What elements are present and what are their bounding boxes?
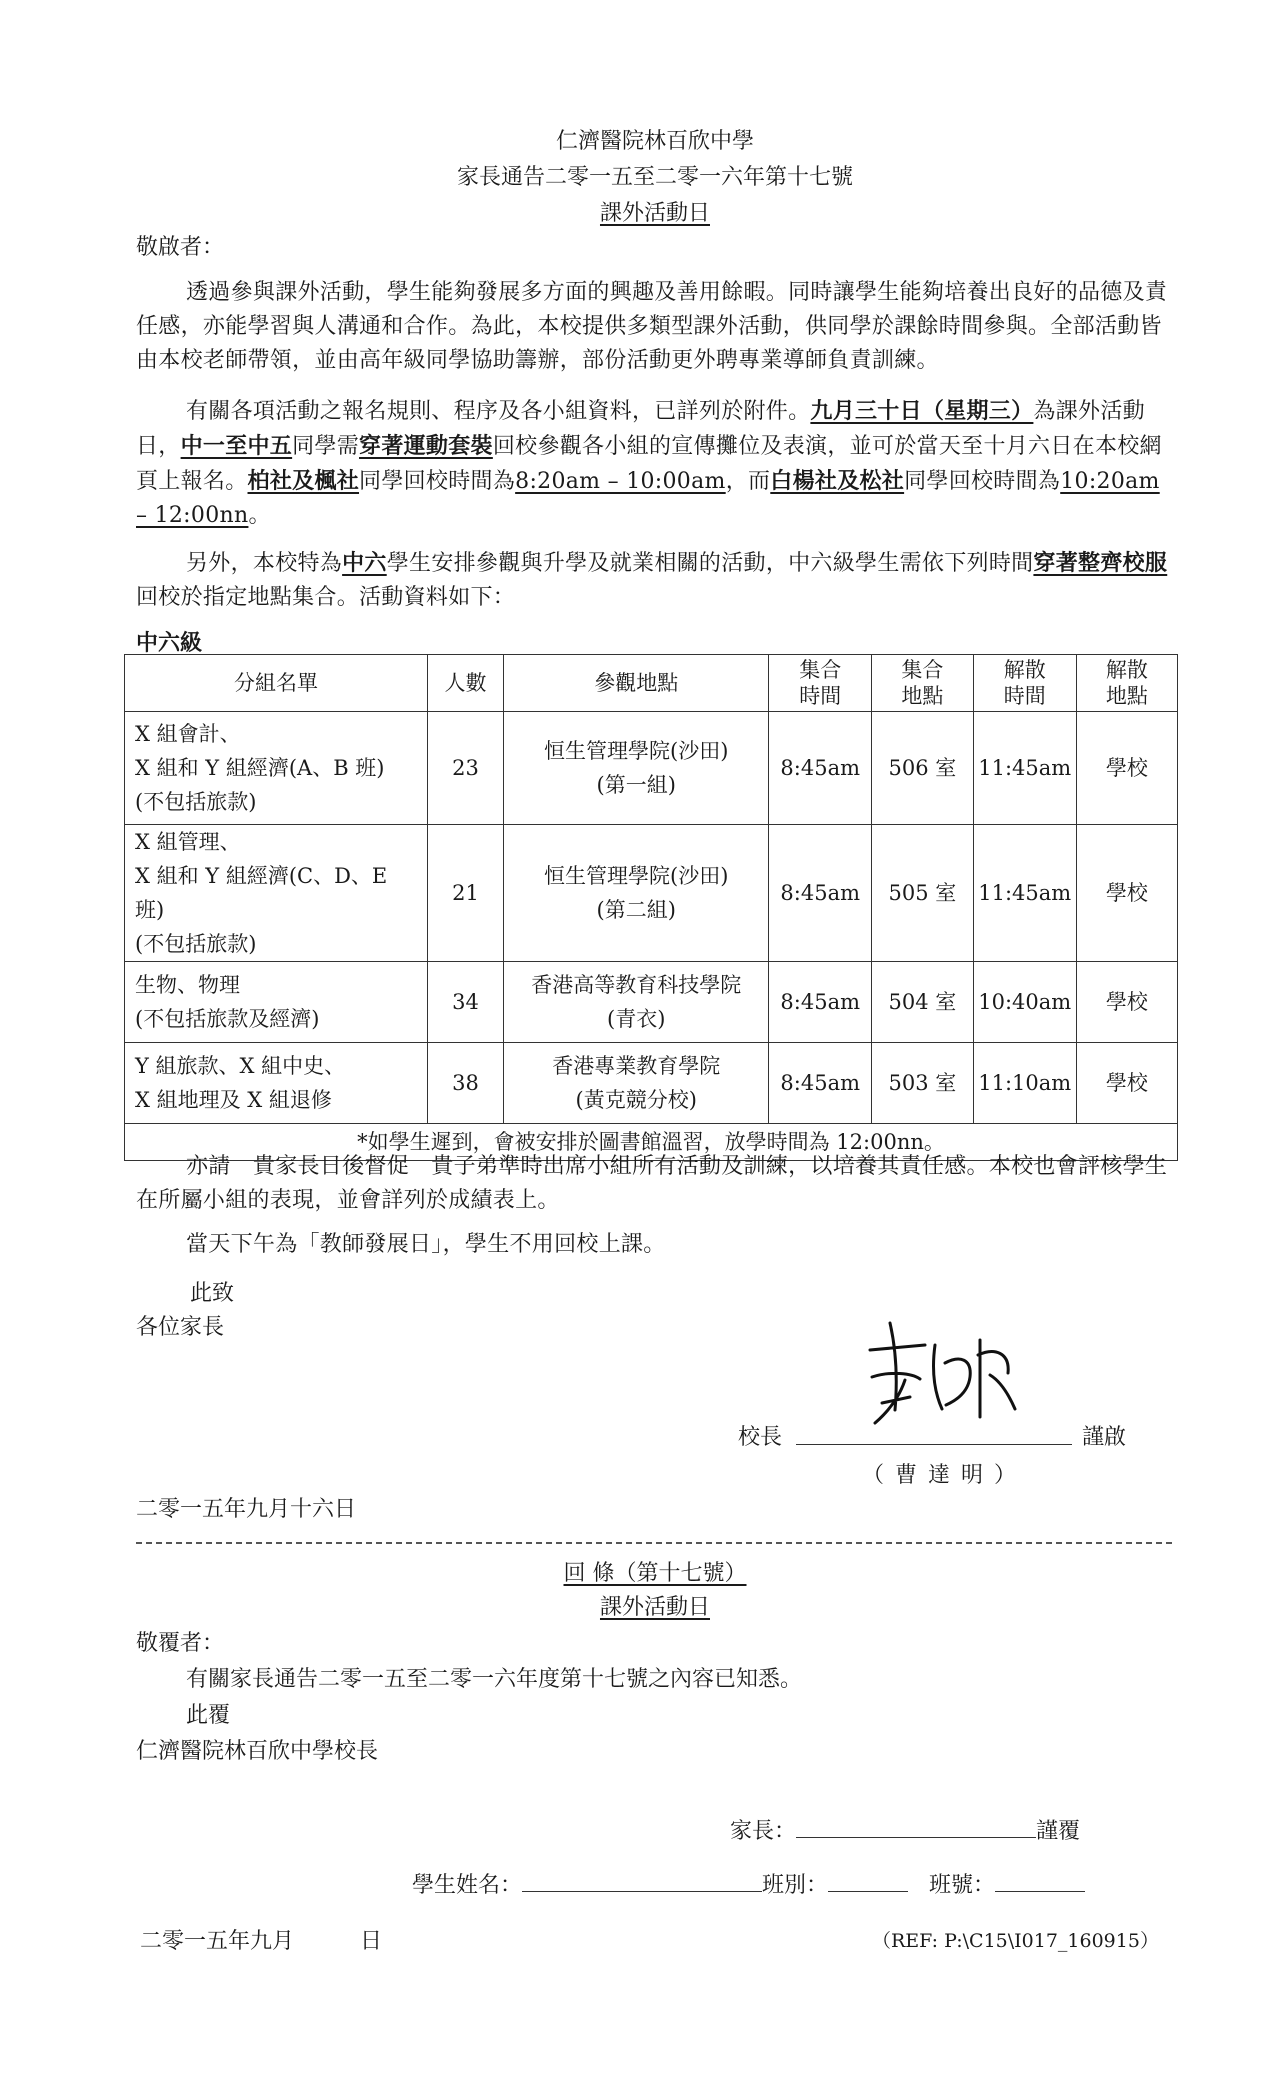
cell-meet-place: 506 室 [872,712,974,825]
reply-title-text: 回 條（第十七號） [563,1561,747,1586]
salutation: 敬啟者： [136,235,225,260]
parent-label: 家長： [730,1819,797,1844]
reply-subject-text: 課外活動日 [599,1595,710,1620]
table-row [125,962,1178,1043]
para2-text-8: 。 [248,503,271,528]
reply-body: 有關家長通告二零一五至二零一六年度第十七號之內容已知悉。 [186,1667,803,1692]
dress-code: 穿著運動套裝 [359,433,493,459]
cell-dismiss-time: 11:45am [973,825,1076,962]
parent-signature-line[interactable] [796,1815,1036,1838]
para2-text-6: ，而 [725,469,771,494]
para3-text-2: 學生安排參觀與升學及就業相關的活動，中六級學生需依下列時間 [386,551,1034,576]
house-group-1: 柏社及楓社 [247,468,360,494]
time-slot-1: 8:20am – 10:00am [515,469,726,494]
closing-2: 各位家長 [136,1315,225,1340]
cell-meet-time: 8:45am [769,825,872,962]
para2-text-4: 回校參觀各小組的宣傳攤位及表演，並可於當天至十月六日在本校網頁上報名。 [136,434,1162,494]
cell-dismiss-place: 學校 [1076,712,1177,825]
cell-group: X 組會計、 X 組和 Y 組經濟(A、B 班) (不包括旅款) [125,712,428,825]
header-meet-place: 集合 地點 [872,655,974,712]
class-number-line[interactable] [995,1869,1085,1892]
parent-respect: 謹覆 [1036,1819,1081,1844]
principal-label: 校長 [738,1425,783,1450]
cell-dismiss-time: 11:10am [973,1043,1076,1124]
reference-code: （REF: P:\C15\I017_160915） [872,1930,1159,1952]
cell-group: X 組管理、 X 組和 Y 組經濟(C、D、E 班) (不包括旅款) [125,825,428,962]
school-name: 仁濟醫院林百欣中學 [555,129,754,154]
para2-text-5: 同學回校時間為 [359,469,516,494]
principal-signature [850,1305,1030,1435]
paragraph-3 [136,546,1176,615]
cell-meet-time: 8:45am [769,962,872,1043]
activity-date: 九月三十日（星期三） [810,398,1034,424]
paragraph-4: 亦請 貴家長日後督促 貴子弟準時出席小組所有活動及訓練，以培養其責任感。本校也會評核學生在所屬小組的表現，並會詳列於成績表上。 [136,1154,1168,1213]
respect-close: 謹啟 [1082,1425,1127,1450]
reply-salutation: 敬覆者： [136,1631,225,1656]
cell-dismiss-place: 學校 [1076,962,1177,1043]
para2-text-1: 有關各項活動之報名規則、程序及各小組資料，已詳列於附件。 [186,399,811,424]
para2-text-2: 為課外活動日， [136,399,1145,459]
student-name-label: 學生姓名： [412,1873,523,1898]
cell-place: 恒生管理學院(沙田) (第一組) [504,712,769,825]
table-footnote: *如學生遲到，會被安排於圖書館溫習，放學時間為 12:00nn。 [125,1124,1178,1161]
class-number-label: 班號： [929,1873,996,1898]
para2-text-7: 同學回校時間為 [904,469,1061,494]
notice-subject [0,196,1274,227]
header-dismiss-time: 解散 時間 [973,655,1076,712]
cell-dismiss-place: 學校 [1076,1043,1177,1124]
notice-date: 二零一五年九月十六日 [136,1497,357,1522]
cell-meet-time: 8:45am [769,1043,872,1124]
house-group-2: 白楊社及松社 [770,468,905,494]
reply-closing-1: 此覆 [186,1703,231,1728]
cell-meet-place: 503 室 [872,1043,974,1124]
cell-meet-place: 505 室 [872,825,974,962]
cell-place: 香港高等教育科技學院 (青衣) [504,962,769,1043]
student-info-fields [412,1868,1085,1899]
notice-number: 家長通告二零一五至二零一六年第十七號 [456,165,853,190]
closing-1: 此致 [190,1281,235,1306]
reply-title [0,1556,1274,1587]
paragraph-5: 當天下午為「教師發展日」，學生不用回校上課。 [186,1232,666,1257]
para3-text-3: 回校於指定地點集合。活動資料如下： [136,585,516,610]
forms-range: 中一至中五 [180,433,293,459]
reply-closing-2: 仁濟醫院林百欣中學校長 [136,1739,379,1764]
table-title: 中六級 [136,630,203,656]
visit-table [124,654,1178,1161]
header-dismiss-place: 解散 地點 [1076,655,1177,712]
para3-text-1: 另外，本校特為 [186,551,343,576]
header-place: 參觀地點 [504,655,769,712]
principal-name: （ 曹 達 明 ） [862,1463,1018,1488]
reply-date: 二零一五年九月 日 [140,1929,383,1954]
cell-meet-time: 8:45am [769,712,872,825]
cell-dismiss-place: 學校 [1076,825,1177,962]
student-name-line[interactable] [522,1869,762,1892]
cell-count: 21 [428,825,504,962]
reply-subject [0,1590,1274,1621]
para2-text-3: 同學需 [292,434,360,459]
cell-count: 34 [428,962,504,1043]
table-row [125,712,1178,825]
signature-line [796,1428,1072,1445]
table-row [125,825,1178,962]
table-header-row [125,655,1178,712]
time-slot-2: 10:20am – 12:00nn [136,469,1160,528]
uniform-requirement: 穿著整齊校服 [1033,550,1168,576]
cell-count: 23 [428,712,504,825]
notice-subject-text: 課外活動日 [599,201,710,226]
cell-place: 香港專業教育學院 (黃克競分校) [504,1043,769,1124]
cell-dismiss-time: 10:40am [973,962,1076,1043]
cell-meet-place: 504 室 [872,962,974,1043]
header-group: 分組名單 [125,655,428,712]
paragraph-1: 透過參與課外活動，學生能夠發展多方面的興趣及善用餘暇。同時讓學生能夠培養出良好的品德及責任感，亦能學習與人溝通和合作。為此，本校提供多類型課外活動，供同學於課餘時間參與。全部活動皆由本校老師帶領，並由高年級同學協助籌辦，部份活動更外聘專業導師負責訓練。 [136,280,1168,373]
paragraph-2 [136,394,1176,533]
cell-count: 38 [428,1043,504,1124]
class-line[interactable] [828,1869,908,1892]
class-label: 班別： [762,1873,829,1898]
table-row [125,1043,1178,1124]
parent-signature-field[interactable] [730,1814,1080,1845]
cell-dismiss-time: 11:45am [973,712,1076,825]
form-six: 中六 [342,550,387,576]
header-meet-time: 集合 時間 [769,655,872,712]
cut-line [136,1542,1172,1544]
cell-place: 恒生管理學院(沙田) (第二組) [504,825,769,962]
header-count: 人數 [428,655,504,712]
cell-group: 生物、物理 (不包括旅款及經濟) [125,962,428,1043]
cell-group: Y 組旅款、X 組中史、 X 組地理及 X 組退修 [125,1043,428,1124]
